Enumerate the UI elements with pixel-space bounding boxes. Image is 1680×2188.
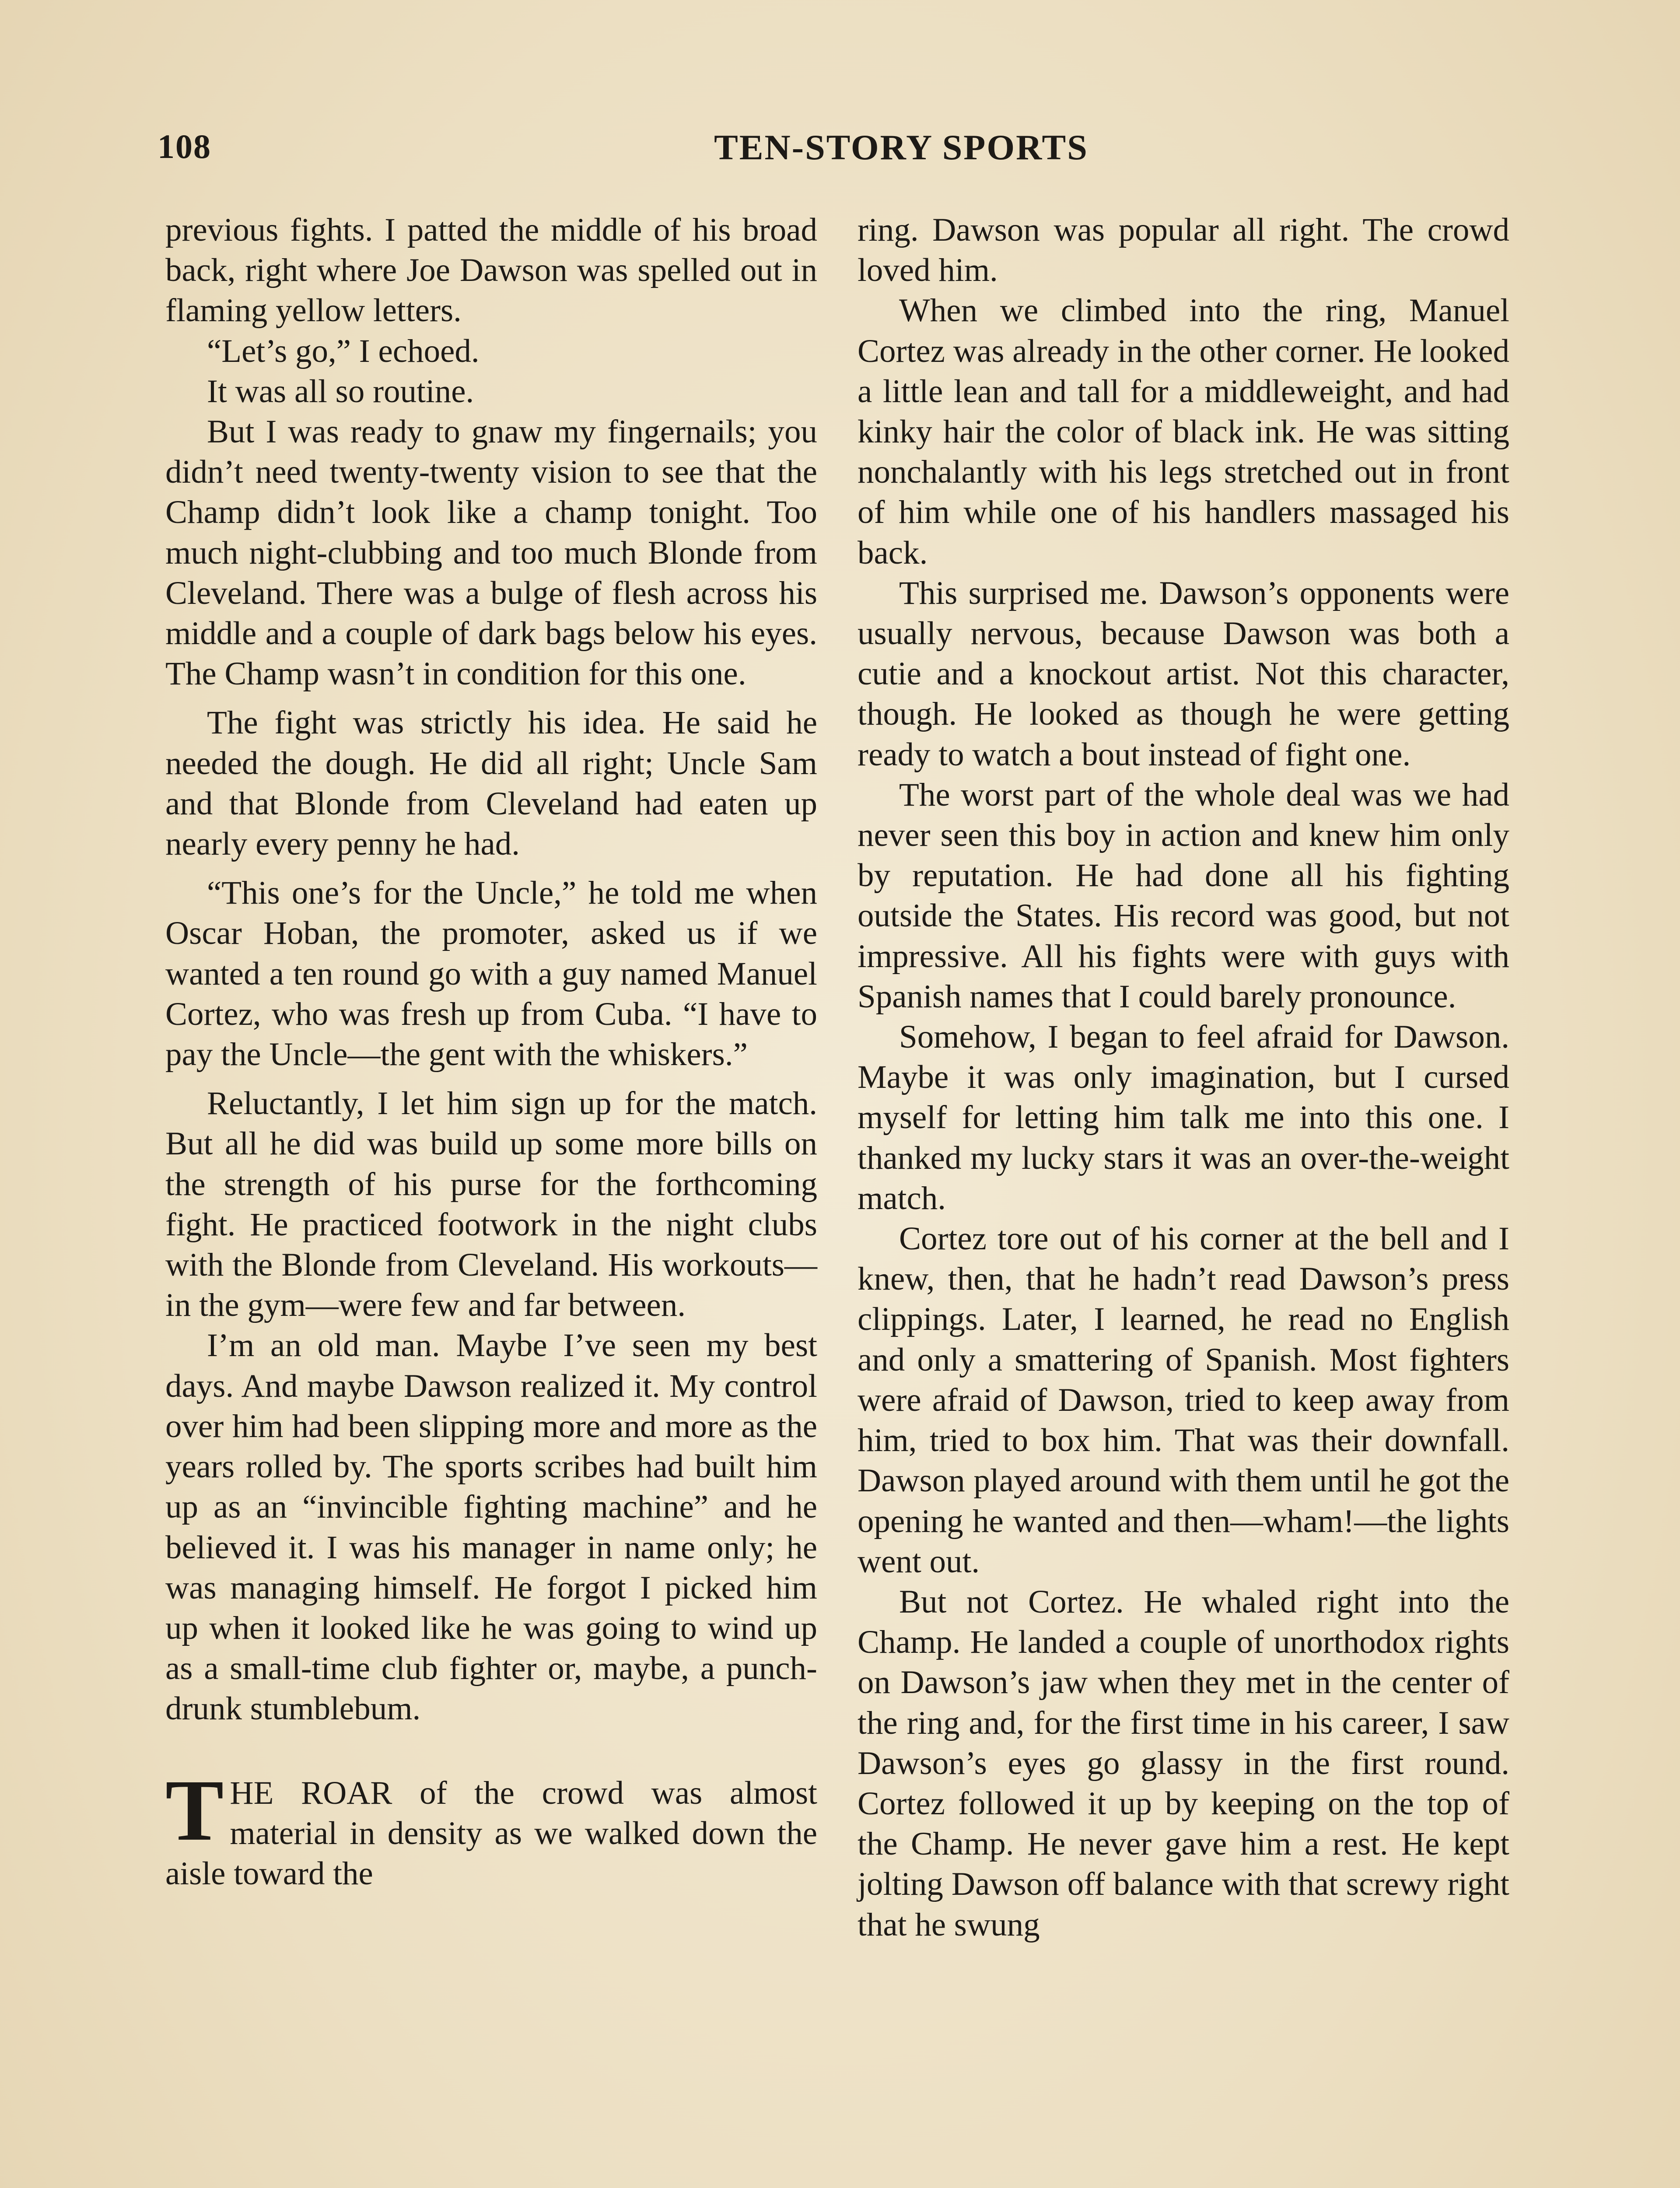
drop-cap: T <box>165 1762 224 1859</box>
right-column <box>858 210 1509 1945</box>
paragraph: Reluctantly, I let him sign up for the match. But all he did was build up some more bills on the strength of his purse for the forthcoming fight. He practiced footwork in the night clubs with the Blonde from Cleveland. His workouts—in the gym—were few and far between. <box>165 1085 817 1324</box>
paragraph: But not Cortez. He whaled right into the Champ. He landed a couple of unorthodox rights on Dawson’s jaw when they met in the center of the ring and, for the first time in his career, I saw Dawson’s eyes go glassy in the first round. Cortez followed it up by keeping on the top of the Champ. He never gave him a rest. He kept jolting Dawson off balance with that screwy right that he swung <box>858 1583 1509 1943</box>
left-column <box>165 210 817 1894</box>
paragraph: ring. Dawson was popular all right. The crowd loved him. <box>858 212 1509 289</box>
paragraph: This surprised me. Dawson’s opponents were usually nervous, because Dawson was both a cutie and a knockout artist. Not this character, though. He looked as though he were getting ready to watch a bout instead of fight one. <box>858 575 1509 773</box>
paragraph: I’m an old man. Maybe I’ve seen my best days. And maybe Dawson realized it. My control over him had been slipping more and more as the years rolled by. The sports scribes had built him up as an “invincible fighting machine” and he believed it. I was his manager in name only; he was managing himself. He forgot I picked him up when it looked like he was going to wind up as a small-time club fighter or, maybe, a punch-drunk stumblebum. <box>165 1327 817 1727</box>
section-opening-text: HE ROAR of the crowd was almost material in density as we walked down the aisle toward the <box>165 1774 817 1892</box>
paragraph: The fight was strictly his idea. He said he needed the dough. He did all right; Uncle Sam and that Blonde from Cleveland had eaten up nearly every penny he had. <box>165 705 817 863</box>
paragraph: The worst part of the whole deal was we had never seen this boy in action and knew him only by reputation. He had done all his fighting outside the States. His record was good, but not impressive. All his fights were with guys with Spanish names that I could barely pronounce. <box>858 776 1509 1015</box>
paragraph: When we climbed into the ring, Manuel Cortez was already in the other corner. He looked a little lean and tall for a middleweight, and had kinky hair the color of black ink. He was sitting nonchalantly with his legs stretched out in front of him while one of his handlers massaged his back. <box>858 292 1509 571</box>
paragraph: Somehow, I began to feel afraid for Dawson. Maybe it was only imagination, but I cursed myself for letting him talk me into this one. I thanked my lucky stars it was an over-the-weight match. <box>858 1019 1509 1217</box>
paragraph: But I was ready to gnaw my fingernails; you didn’t need twenty-twenty vision to see that the Champ didn’t look like a champ tonight. Too much night-clubbing and too much Blonde from Cleveland. There was a bulge of flesh across his middle and a couple of dark bags below his eyes. The Champ wasn’t in condition for this one. <box>165 414 817 692</box>
running-title: TEN-STORY SPORTS <box>714 127 1088 167</box>
paragraph: Cortez tore out of his corner at the bell and I knew, then, that he hadn’t read Dawson’s press clippings. Later, I learned, he read no English and only a smattering of Spanish. Most fighters were afraid of Dawson, tried to keep away from him, tried to box him. That was their downfall. Dawson played around with them until he got the opening he wanted and then—wham!—the lights went out. <box>858 1220 1509 1580</box>
section-opening-paragraph <box>165 1762 817 1894</box>
paragraph: “This one’s for the Uncle,” he told me when Oscar Hoban, the promoter, asked us if we wanted a ten round go with a guy named Manuel Cortez, who was fresh up from Cuba. “I have to pay the Uncle—the gent with the whiskers.” <box>165 875 817 1073</box>
paragraph: It was all so routine. <box>207 373 474 410</box>
page-number: 108 <box>158 127 211 165</box>
paragraph: “Let’s go,” I echoed. <box>207 333 480 369</box>
paragraph: previous fights. I patted the middle of his broad back, right where Joe Dawson was spelled out in flaming yellow letters. <box>165 212 817 329</box>
page-header <box>158 127 1514 175</box>
